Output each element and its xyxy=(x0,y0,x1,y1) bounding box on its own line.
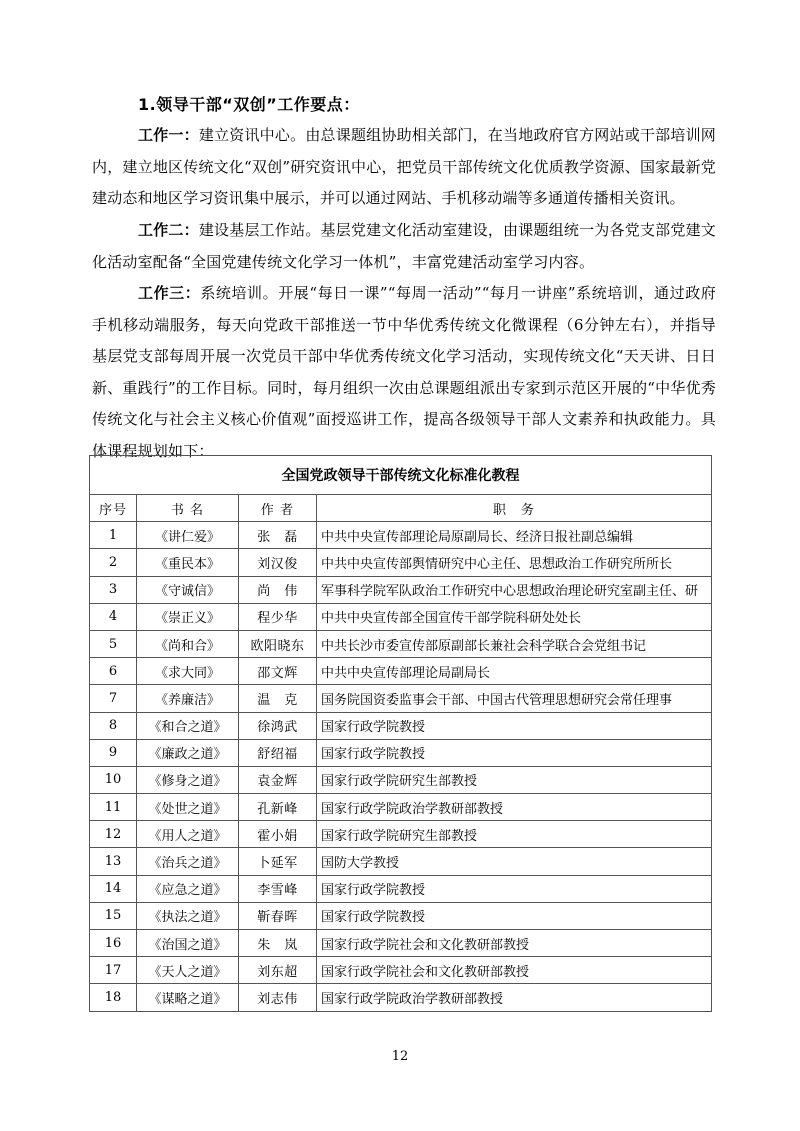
cell-no: 2 xyxy=(90,549,137,576)
cell-position: 国家行政学院教授 xyxy=(317,739,712,766)
cell-position: 国务院国资委监事会干部、中国古代管理思想研究会常任理事 xyxy=(317,685,712,712)
cell-book: 《用人之道》 xyxy=(137,821,239,848)
cell-no: 13 xyxy=(90,848,137,875)
table-row xyxy=(90,712,712,739)
table-row xyxy=(90,658,712,685)
cell-book: 《讲仁爱》 xyxy=(137,522,239,549)
cell-no: 4 xyxy=(90,603,137,630)
cell-position: 中共中央宣传部全国宣传干部学院科研处处长 xyxy=(317,603,712,630)
header-book: 书 名 xyxy=(137,495,239,522)
page-number: 12 xyxy=(391,1049,409,1064)
cell-position: 国家行政学院教授 xyxy=(317,875,712,902)
cell-author: 孔新峰 xyxy=(239,794,317,821)
cell-position: 国家行政学院研究生部教授 xyxy=(317,821,712,848)
cell-position: 国家行政学院研究生部教授 xyxy=(317,766,712,793)
cell-book: 《谋略之道》 xyxy=(137,984,239,1011)
cell-no: 1 xyxy=(90,522,137,549)
table-row xyxy=(90,630,712,657)
cell-author: 朱 岚 xyxy=(239,930,317,957)
table-row xyxy=(90,821,712,848)
cell-book: 《治兵之道》 xyxy=(137,848,239,875)
cell-no: 5 xyxy=(90,630,137,657)
cell-author: 程少华 xyxy=(239,603,317,630)
cell-no: 11 xyxy=(90,794,137,821)
cell-book: 《求大同》 xyxy=(137,658,239,685)
cell-position: 国家行政学院教授 xyxy=(317,902,712,929)
table-row xyxy=(90,576,712,603)
cell-author: 舒绍福 xyxy=(239,739,317,766)
cell-author: 刘东超 xyxy=(239,957,317,984)
cell-book: 《应急之道》 xyxy=(137,875,239,902)
table-row xyxy=(90,875,712,902)
cell-author: 欧阳晓东 xyxy=(239,630,317,657)
cell-book: 《重民本》 xyxy=(137,549,239,576)
cell-position: 国家行政学院政治学教研部教授 xyxy=(317,794,712,821)
cell-no: 6 xyxy=(90,658,137,685)
cell-book: 《守诚信》 xyxy=(137,576,239,603)
cell-author: 靳春晖 xyxy=(239,902,317,929)
cell-no: 8 xyxy=(90,712,137,739)
cell-position: 中共长沙市委宣传部原副部长兼社会科学联合会党组书记 xyxy=(317,630,712,657)
table-row xyxy=(90,522,712,549)
cell-no: 7 xyxy=(90,685,137,712)
table-row xyxy=(90,549,712,576)
work-item-1 xyxy=(92,120,716,215)
cell-book: 《处世之道》 xyxy=(137,794,239,821)
cell-author: 李雪峰 xyxy=(239,875,317,902)
cell-author: 刘汉俊 xyxy=(239,549,317,576)
cell-book: 《尚和合》 xyxy=(137,630,239,657)
table-title: 全国党政领导干部传统文化标准化教程 xyxy=(90,456,712,495)
cell-author: 张 磊 xyxy=(239,522,317,549)
curriculum-table xyxy=(89,455,712,1012)
cell-position: 中共中央宣传部理论局原副局长、经济日报社副总编辑 xyxy=(317,522,712,549)
work-item-2 xyxy=(92,215,716,278)
table-row xyxy=(90,766,712,793)
cell-position: 国家行政学院教授 xyxy=(317,712,712,739)
cell-author: 霍小娟 xyxy=(239,821,317,848)
cell-book: 《修身之道》 xyxy=(137,766,239,793)
cell-book: 《崇正义》 xyxy=(137,603,239,630)
table-row xyxy=(90,848,712,875)
cell-book: 《天人之道》 xyxy=(137,957,239,984)
header-position: 职 务 xyxy=(317,495,712,522)
cell-book: 《治国之道》 xyxy=(137,930,239,957)
table-row xyxy=(90,739,712,766)
table-row xyxy=(90,603,712,630)
cell-position: 国家行政学院政治学教研部教授 xyxy=(317,984,712,1011)
cell-author: 袁金辉 xyxy=(239,766,317,793)
table-body xyxy=(90,522,712,1011)
header-no: 序号 xyxy=(90,495,137,522)
cell-no: 10 xyxy=(90,766,137,793)
cell-position: 中共中央宣传部理论局副局长 xyxy=(317,658,712,685)
table-row xyxy=(90,984,712,1011)
cell-no: 12 xyxy=(90,821,137,848)
cell-book: 《养廉洁》 xyxy=(137,685,239,712)
table-row xyxy=(90,685,712,712)
work-item-2-text: 建设基层工作站。基层党建文化活动室建设，由课题组统一为各党支部党建文化活动室配备“全国党建传统文化学习一体机”，丰富党建活动室学习内容。 xyxy=(92,221,716,271)
cell-no: 18 xyxy=(90,984,137,1011)
cell-author: 卜延军 xyxy=(239,848,317,875)
cell-author: 刘志伟 xyxy=(239,984,317,1011)
header-author: 作 者 xyxy=(239,495,317,522)
cell-no: 9 xyxy=(90,739,137,766)
table-header-row xyxy=(90,495,712,522)
cell-book: 《执法之道》 xyxy=(137,902,239,929)
cell-author: 邵文辉 xyxy=(239,658,317,685)
table-row xyxy=(90,930,712,957)
table-row xyxy=(90,794,712,821)
cell-no: 3 xyxy=(90,576,137,603)
work-item-3-text: 系统培训。开展“每日一课”“每周一活动”“每月一讲座”系统培训，通过政府手机移动端服务，每天向党政干部推送一节中华优秀传统文化微课程（6分钟左右），并指导基层党支部每周开展一次党员干部中华优秀传统文化学习活动，实现传统文化“天天讲、日日新、重践行”的工作目标。同时，每月组织一次由总课题组派出专家到示范区开展的“中华优秀传统文化与社会主义核心价值观”面授巡讲工作，提高各级领导干部人文素养和执政能力。具体课程规划如下： xyxy=(92,284,716,460)
work-item-2-lead: 工作二： xyxy=(138,221,199,239)
cell-author: 徐鸿武 xyxy=(239,712,317,739)
work-item-3-lead: 工作三： xyxy=(138,284,201,302)
table-row xyxy=(90,957,712,984)
cell-no: 15 xyxy=(90,902,137,929)
work-item-3 xyxy=(92,278,716,467)
cell-position: 国家行政学院社会和文化教研部教授 xyxy=(317,930,712,957)
cell-no: 17 xyxy=(90,957,137,984)
cell-no: 14 xyxy=(90,875,137,902)
cell-author: 尚 伟 xyxy=(239,576,317,603)
cell-position: 国家行政学院社会和文化教研部教授 xyxy=(317,957,712,984)
cell-position: 国防大学教授 xyxy=(317,848,712,875)
cell-book: 《和合之道》 xyxy=(137,712,239,739)
table-row xyxy=(90,902,712,929)
cell-no: 16 xyxy=(90,930,137,957)
section-heading: 1.领导干部“双创”工作要点： xyxy=(138,95,360,114)
work-item-1-text: 建立资讯中心。由总课题组协助相关部门，在当地政府官方网站或干部培训网内，建立地区传统文化“双创”研究资讯中心，把党员干部传统文化优质教学资源、国家最新党建动态和地区学习资讯集中展示，并可以通过网站、手机移动端等多通道传播相关资讯。 xyxy=(92,126,716,207)
work-item-1-lead: 工作一： xyxy=(138,126,199,144)
cell-book: 《廉政之道》 xyxy=(137,739,239,766)
cell-position: 军事科学院军队政治工作研究中心思想政治理论研究室副主任、研 xyxy=(317,576,712,603)
cell-position: 中共中央宣传部舆情研究中心主任、思想政治工作研究所所长 xyxy=(317,549,712,576)
cell-author: 温 克 xyxy=(239,685,317,712)
